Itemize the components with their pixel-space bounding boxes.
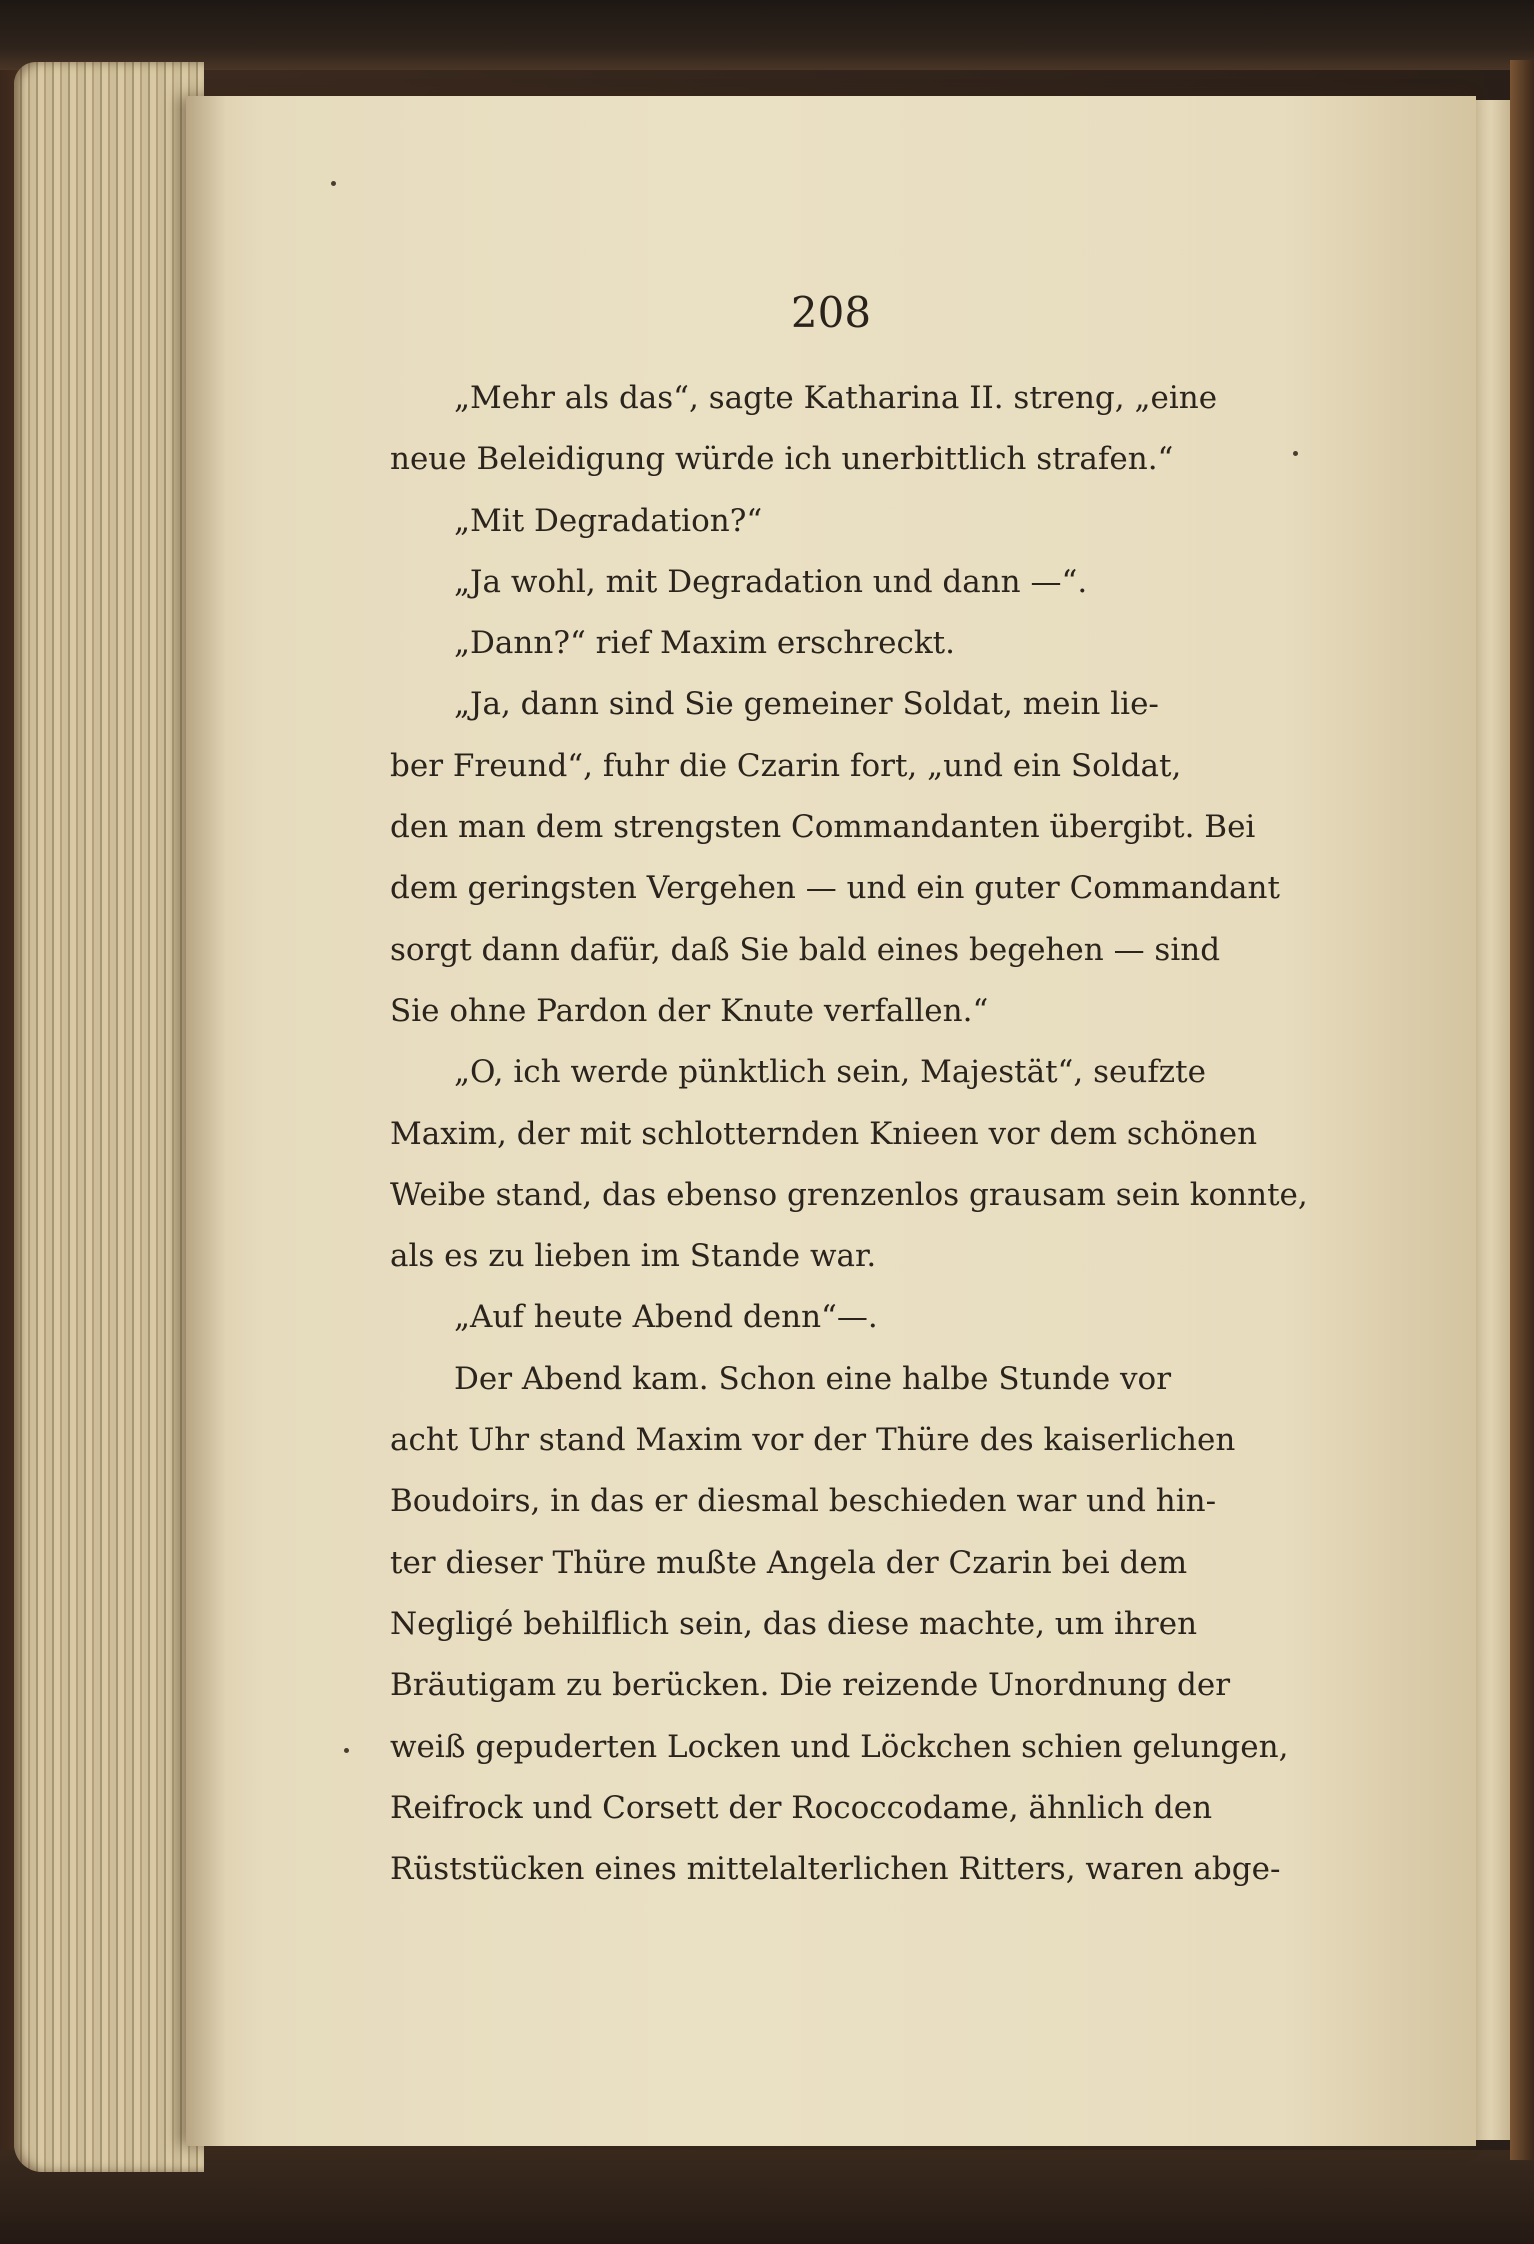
text-line: Reifrock und Corsett der Rococcodame, ähnlich den — [390, 1789, 1213, 1826]
text-line: Weibe stand, das ebenso grenzenlos grausam sein konnte, — [390, 1176, 1308, 1213]
text-line: „Mit Degradation?“ — [454, 502, 763, 539]
text-line: Bräutigam zu berücken. Die reizende Unordnung der — [390, 1667, 1231, 1704]
text-line: weiß gepuderten Locken und Löckchen schien gelungen, — [390, 1728, 1289, 1765]
text-line: neue Beleidigung würde ich unerbittlich strafen.“ — [390, 441, 1174, 478]
text-line: als es zu lieben im Stande war. — [390, 1238, 877, 1275]
text-line: dem geringsten Vergehen — und ein guter Commandant — [390, 870, 1280, 907]
text-line: „Mehr als das“, sagte Katharina II. streng, „eine — [454, 380, 1218, 416]
text-line: „Ja wohl, mit Degradation und dann —“. — [454, 563, 1088, 600]
text-line: Maxim, der mit schlotternden Knieen vor dem schönen — [390, 1115, 1258, 1152]
paper-speck — [344, 1748, 349, 1753]
text-line: Rüststücken eines mittelalterlichen Ritters, waren abge- — [390, 1851, 1281, 1888]
text-line: „Dann?“ rief Maxim erschreckt. — [454, 625, 955, 662]
text-line: Boudoirs, in das er diesmal beschieden war und hin- — [390, 1483, 1217, 1520]
text-line: Negligé behilflich sein, das diese machte, um ihren — [390, 1605, 1198, 1642]
text-line: sorgt dann dafür, daß Sie bald eines begehen — sind — [390, 931, 1221, 968]
text-line: Sie ohne Pardon der Knute verfallen.“ — [390, 992, 989, 1029]
book-top-edge — [0, 0, 1534, 70]
text-line: den man dem strengsten Commandanten übergibt. Bei — [390, 809, 1256, 846]
text-line: „O, ich werde pünktlich sein, Majestät“, seufzte — [454, 1054, 1206, 1091]
text-line: „Ja, dann sind Sie gemeiner Soldat, mein lie- — [454, 686, 1159, 723]
paper-speck — [1293, 451, 1298, 456]
book-right-cover — [1510, 60, 1534, 2160]
paper-speck — [331, 181, 336, 186]
stacked-page-edges — [14, 62, 204, 2172]
text-line: Der Abend kam. Schon eine halbe Stunde vor — [454, 1360, 1172, 1397]
text-line: acht Uhr stand Maxim vor der Thüre des kaiserlichen — [390, 1422, 1236, 1459]
book-page — [186, 96, 1476, 2146]
text-line: ter dieser Thüre mußte Angela der Czarin bei dem — [390, 1544, 1188, 1581]
page-number: 208 — [790, 288, 872, 337]
text-line: ber Freund“, fuhr die Czarin fort, „und ein Soldat, — [390, 747, 1182, 784]
book-bottom-edge — [0, 2150, 1534, 2244]
text-line: „Auf heute Abend denn“—. — [454, 1299, 878, 1336]
page-text — [390, 368, 1308, 1900]
gutter-shadow — [186, 96, 226, 2146]
